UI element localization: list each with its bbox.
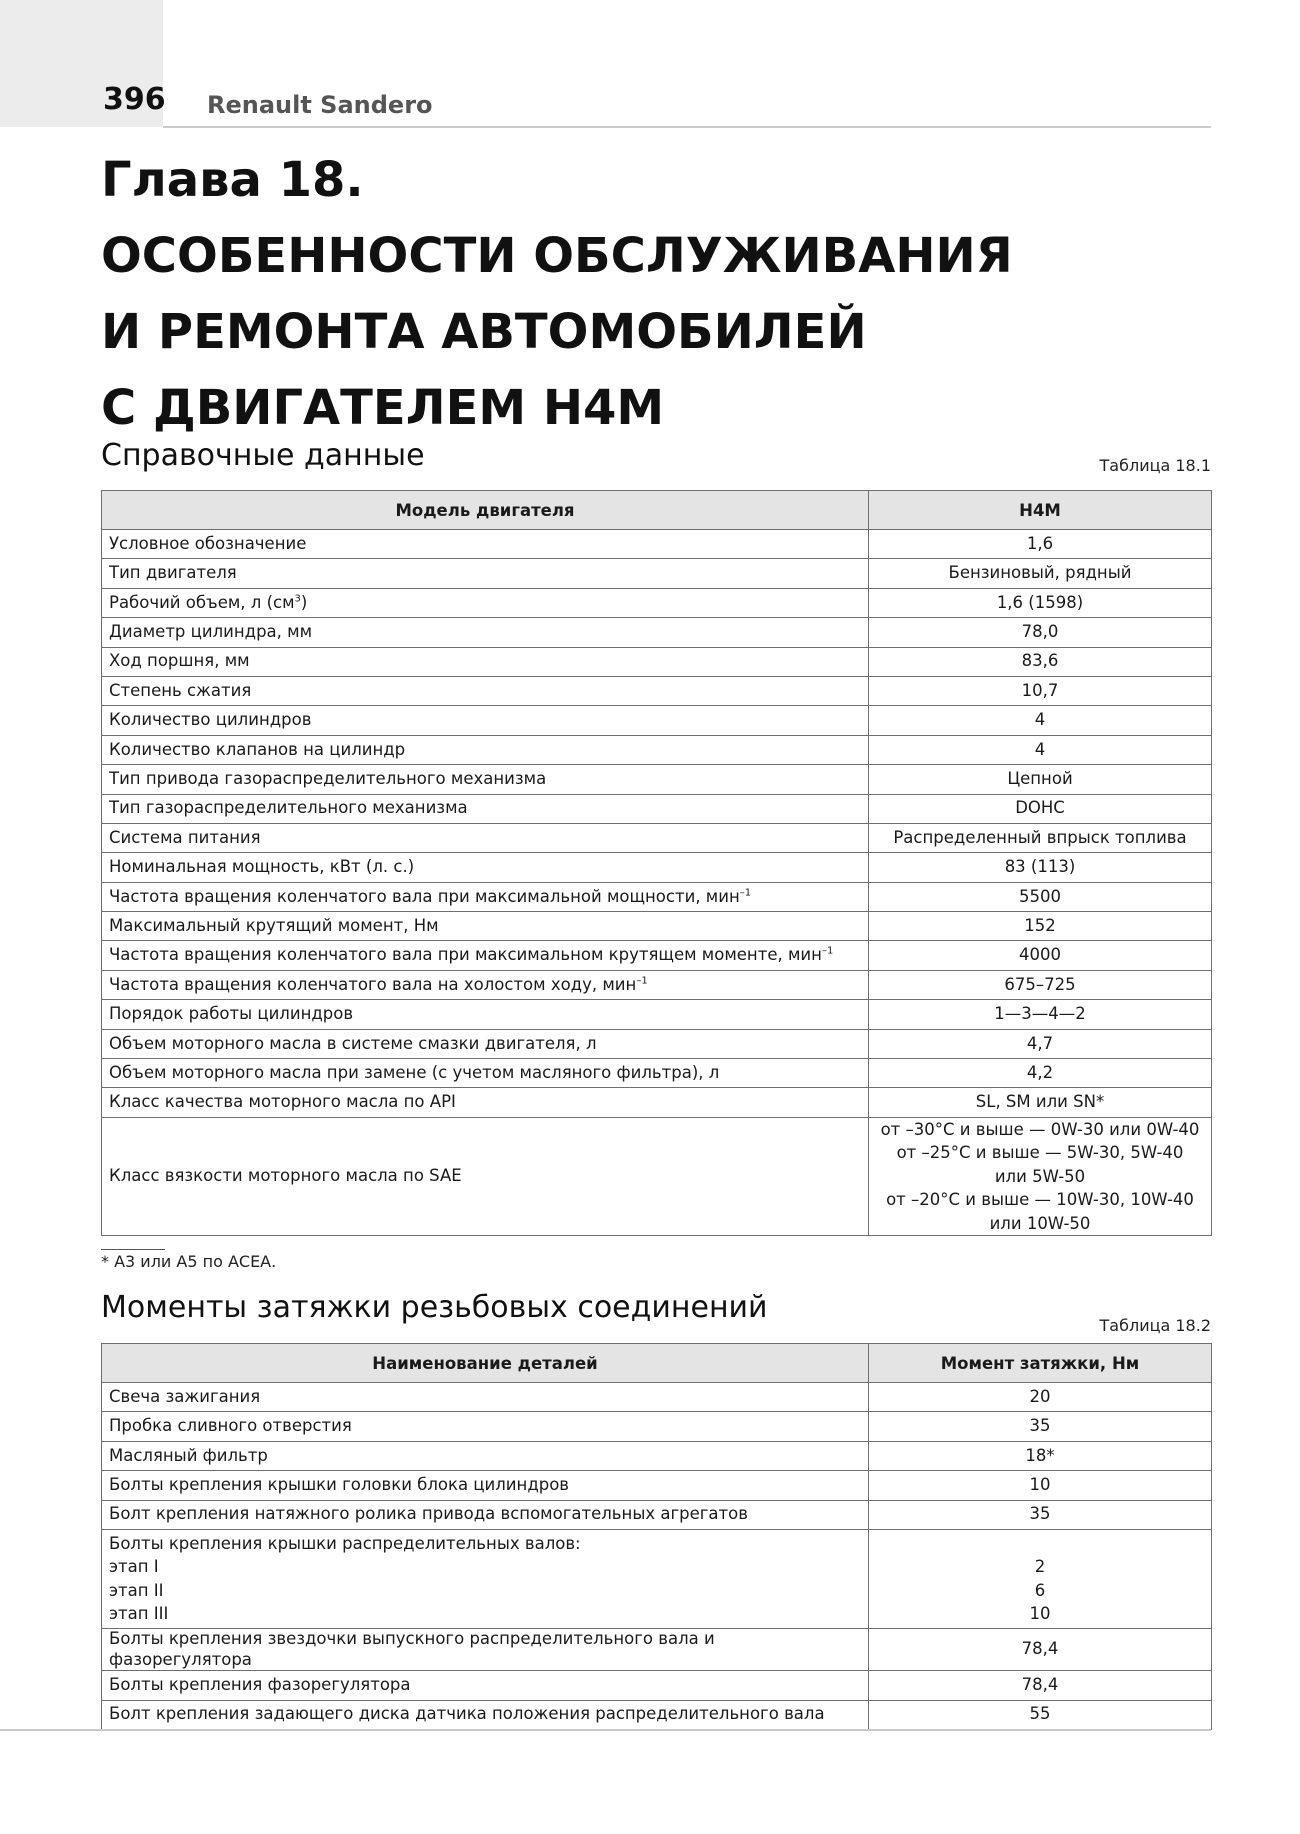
- table-cell: 675–725: [869, 970, 1212, 999]
- parameter-label: Условное обозначение: [109, 533, 307, 553]
- viscosity-line: от –20°С и выше — 10W-30, 10W-40: [886, 1190, 1194, 1210]
- chapter-title-line: С ДВИГАТЕЛЕМ Н4М: [101, 380, 665, 436]
- stage-label: этап I: [109, 1557, 159, 1577]
- parameter-label-tail: ): [300, 592, 308, 612]
- table-cell: Болт крепления натяжного ролика привода вспомогательных агрегатов: [102, 1500, 869, 1529]
- viscosity-line: или 10W-50: [989, 1213, 1091, 1233]
- table-cell: 1—3—4—2: [869, 1000, 1212, 1029]
- table-row: [102, 1671, 1212, 1700]
- table-cell: 10,7: [869, 676, 1212, 705]
- table-cell: Болты крепления крышки головки блока цилиндров: [102, 1471, 869, 1500]
- specs-table-body: [102, 530, 1212, 1236]
- table-row: [102, 1500, 1212, 1529]
- table-row: [102, 1029, 1212, 1058]
- stage-torque: 10: [1029, 1604, 1051, 1624]
- table-cell: Класс вязкости моторного масла по SAE: [102, 1117, 869, 1236]
- chapter-title-line: И РЕМОНТА АВТОМОБИЛЕЙ: [101, 304, 867, 360]
- table-cell: Пробка сливного отверстия: [102, 1412, 869, 1441]
- table-cell: [102, 1059, 869, 1088]
- table-cell: SL, SM или SN*: [869, 1088, 1212, 1117]
- parameter-label: Максимальный крутящий момент, Нм: [109, 915, 439, 935]
- parameter-label: Количество цилиндров: [109, 710, 312, 730]
- table-row: [102, 794, 1212, 823]
- parameter-label: Тип газораспределительного механизма: [109, 798, 468, 818]
- table-cell: 4,7: [869, 1029, 1212, 1058]
- table-cell: [102, 1029, 869, 1058]
- table-cell: 55: [869, 1700, 1212, 1729]
- table-cell: [102, 912, 869, 941]
- table-cell: 1,6: [869, 530, 1212, 559]
- table-row: [102, 588, 1212, 617]
- table-cell: 83 (113): [869, 853, 1212, 882]
- table-cell: [102, 1000, 869, 1029]
- table-row: [102, 618, 1212, 647]
- table-cell: [102, 735, 869, 764]
- stage-label: этап II: [109, 1580, 164, 1600]
- footnote-divider: [101, 1249, 165, 1250]
- specs-table: [101, 490, 1212, 1236]
- parameter-label: Рабочий объем, л (см: [109, 592, 295, 612]
- table-cell: 78,4: [869, 1628, 1212, 1670]
- superscript: –1: [821, 945, 834, 957]
- table-cell: [102, 882, 869, 911]
- table-row: [102, 882, 1212, 911]
- parameter-label: Диаметр цилиндра, мм: [109, 622, 313, 642]
- table-header-row: [102, 491, 1212, 530]
- parameter-label: Степень сжатия: [109, 680, 252, 700]
- table-row: [102, 1000, 1212, 1029]
- header-divider: [163, 126, 1211, 128]
- table-row: [102, 676, 1212, 705]
- table-row: [102, 647, 1212, 676]
- table-cell: 78,4: [869, 1671, 1212, 1700]
- table-row: [102, 941, 1212, 970]
- table-row: [102, 1088, 1212, 1117]
- column-header: Модель двигателя: [102, 491, 869, 530]
- table-cell: [102, 676, 869, 705]
- table-cell: [102, 647, 869, 676]
- table-row: [102, 1441, 1212, 1470]
- table-row: [102, 853, 1212, 882]
- table-caption-18-2: Таблица 18.2: [1099, 1316, 1211, 1335]
- stage-label: этап III: [109, 1604, 169, 1624]
- table-cell: 4: [869, 706, 1212, 735]
- running-header: Renault Sandero: [207, 91, 433, 119]
- table-cell: Бензиновый, рядный: [869, 559, 1212, 588]
- parameter-label: Количество клапанов на цилиндр: [109, 739, 406, 759]
- table-cell: 4,2: [869, 1059, 1212, 1088]
- table-cell: [102, 706, 869, 735]
- parameter-label: Частота вращения коленчатого вала на холостом ходу, мин: [109, 974, 637, 994]
- chapter-title: [101, 142, 1013, 446]
- viscosity-line: или 5W-50: [994, 1166, 1086, 1186]
- table-row: [102, 1471, 1212, 1500]
- page-number: 396: [103, 82, 166, 117]
- table-cell: [869, 1529, 1212, 1628]
- parameter-label: Объем моторного масла при замене (с учетом масляного фильтра), л: [109, 1062, 720, 1082]
- table-cell: Болт крепления задающего диска датчика положения распределительного вала: [102, 1700, 869, 1729]
- table-cell: Масляный фильтр: [102, 1441, 869, 1470]
- stage-torque: 2: [1034, 1557, 1046, 1577]
- section-title-reference-data: Справочные данные: [101, 438, 425, 473]
- superscript: –1: [636, 975, 648, 987]
- table-cell: [102, 794, 869, 823]
- table-cell: 35: [869, 1412, 1212, 1441]
- table-cell: [102, 1088, 869, 1117]
- column-header: Наименование деталей: [102, 1344, 869, 1383]
- table-row: [102, 1412, 1212, 1441]
- superscript: –1: [739, 887, 752, 899]
- viscosity-line: от –30°С и выше — 0W-30 или 0W-40: [880, 1119, 1200, 1139]
- table-row: [102, 735, 1212, 764]
- camshaft-title: Болты крепления крышки распределительных валов:: [109, 1533, 581, 1553]
- chapter-title-line: ОСОБЕННОСТИ ОБСЛУЖИВАНИЯ: [101, 228, 1013, 284]
- table-cell: [102, 823, 869, 852]
- table-cell: [102, 853, 869, 882]
- table-row: [102, 1628, 1212, 1670]
- table-cell: [869, 1117, 1212, 1236]
- table-cell: DOHC: [869, 794, 1212, 823]
- table-cell: 83,6: [869, 647, 1212, 676]
- table-row: [102, 1059, 1212, 1088]
- table-row: [102, 1117, 1212, 1236]
- superscript: 3: [294, 593, 301, 605]
- table-cell: [102, 941, 869, 970]
- table-header-row: [102, 1344, 1212, 1383]
- table-cell: 18*: [869, 1441, 1212, 1470]
- table-cell: Болты крепления звездочки выпускного распределительного вала и фазорегулятора: [102, 1628, 869, 1670]
- table-cell: [102, 588, 869, 617]
- table-cell: Свеча зажигания: [102, 1383, 869, 1412]
- table-cell: 4: [869, 735, 1212, 764]
- chapter-number: Глава 18.: [101, 152, 364, 208]
- parameter-label: Класс качества моторного масла по API: [109, 1092, 456, 1112]
- table-cell: 10: [869, 1471, 1212, 1500]
- table-row: [102, 1383, 1212, 1412]
- table-cell: 152: [869, 912, 1212, 941]
- table-row: [102, 1529, 1212, 1628]
- column-header: Н4М: [869, 491, 1212, 530]
- parameter-label: Тип привода газораспределительного механизма: [109, 769, 547, 788]
- parameter-label: Порядок работы цилиндров: [109, 1004, 354, 1024]
- stage-torque: 6: [1034, 1580, 1046, 1600]
- parameter-label: Система питания: [109, 827, 261, 847]
- table-cell: 20: [869, 1383, 1212, 1412]
- spacer: [876, 1532, 1204, 1556]
- torque-table-body: [102, 1383, 1212, 1730]
- table-cell: 1,6 (1598): [869, 588, 1212, 617]
- table-cell: [102, 1529, 869, 1628]
- table-cell: Распределенный впрыск топлива: [869, 823, 1212, 852]
- table-cell: [102, 530, 869, 559]
- parameter-label: Ход поршня, мм: [109, 651, 250, 671]
- table-caption-18-1: Таблица 18.1: [1099, 456, 1211, 475]
- section-title-torques: Моменты затяжки резьбовых соединений: [101, 1290, 768, 1325]
- table-row: [102, 970, 1212, 999]
- table-row: [102, 765, 1212, 794]
- table-cell: 78,0: [869, 618, 1212, 647]
- table-cell: 35: [869, 1500, 1212, 1529]
- footer-divider: [0, 1729, 1211, 1731]
- table-cell: Болты крепления фазорегулятора: [102, 1671, 869, 1700]
- table-cell: [102, 618, 869, 647]
- table-cell: 5500: [869, 882, 1212, 911]
- table-row: [102, 530, 1212, 559]
- table-cell: Цепной: [869, 765, 1212, 794]
- table-row: [102, 559, 1212, 588]
- parameter-label: Тип двигателя: [109, 563, 237, 583]
- table-row: [102, 706, 1212, 735]
- footnote: * А3 или А5 по АСЕА.: [101, 1252, 277, 1271]
- table-cell: [102, 765, 869, 794]
- table-row: [102, 1700, 1212, 1729]
- parameter-label: Номинальная мощность, кВт (л. с.): [109, 857, 415, 877]
- table-cell: [102, 970, 869, 999]
- parameter-label: Объем моторного масла в системе смазки двигателя, л: [109, 1033, 597, 1053]
- table-cell: [102, 559, 869, 588]
- column-header: Момент затяжки, Нм: [869, 1344, 1212, 1383]
- table-row: [102, 912, 1212, 941]
- torque-table: [101, 1343, 1212, 1730]
- table-cell: 4000: [869, 941, 1212, 970]
- table-row: [102, 823, 1212, 852]
- parameter-label: Частота вращения коленчатого вала при максимальном крутящем моменте, мин: [109, 945, 822, 965]
- parameter-label: Частота вращения коленчатого вала при максимальной мощности, мин: [109, 886, 740, 906]
- viscosity-line: от –25°С и выше — 5W-30, 5W-40: [896, 1143, 1184, 1163]
